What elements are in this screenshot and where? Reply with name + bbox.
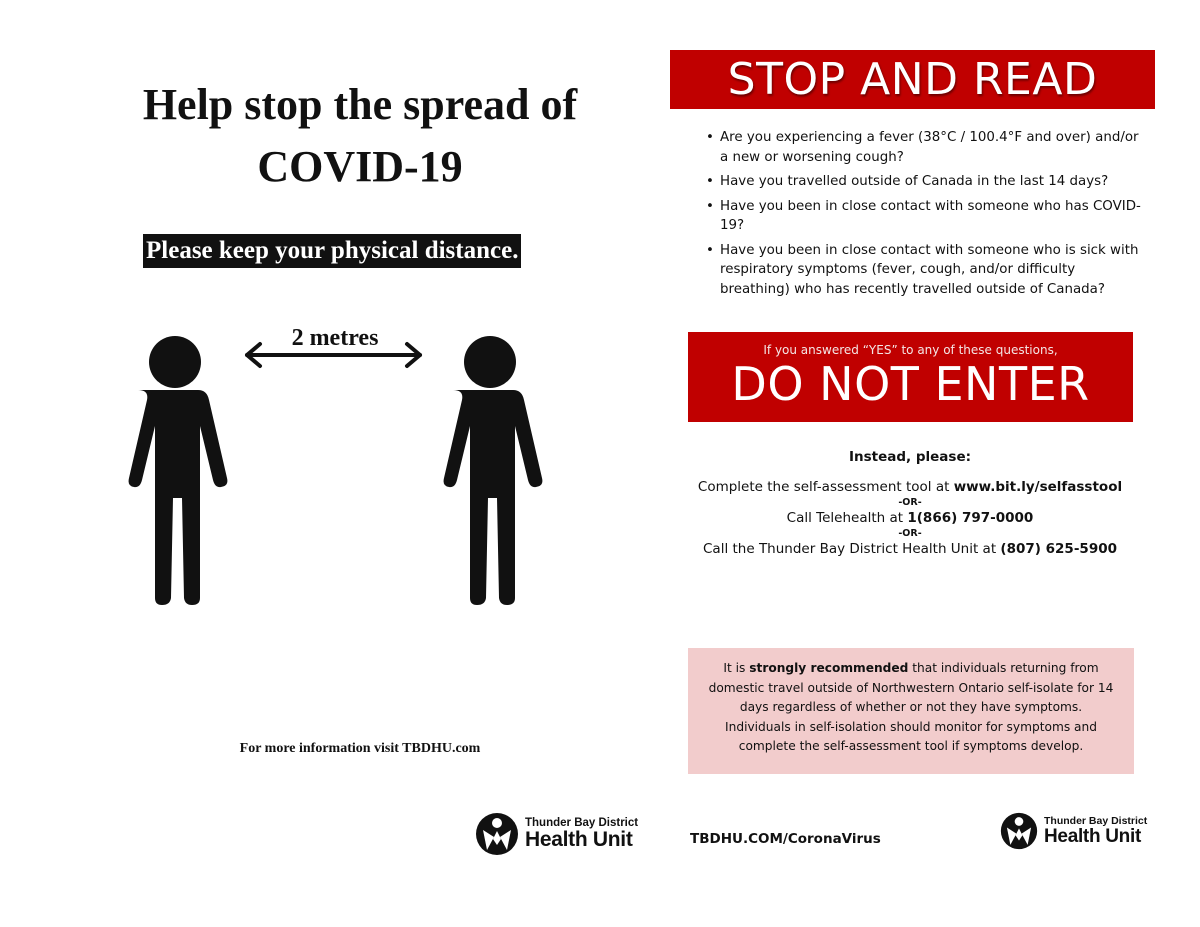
logo-subtitle: Thunder Bay District: [525, 816, 639, 829]
physical-distance-banner: Please keep your physical distance.: [143, 234, 521, 268]
telehealth-phone: 1(866) 797-0000: [907, 510, 1034, 526]
logo-wordmark: [1044, 816, 1147, 846]
stop-and-read-banner: STOP AND READ: [670, 50, 1155, 109]
or-separator: -OR-: [898, 528, 922, 539]
more-info-text: For more information visit TBDHU.com: [239, 741, 481, 756]
option-telehealth: [690, 509, 1130, 528]
distance-illustration: [110, 318, 570, 618]
list-item: [704, 197, 1144, 236]
recommend-text: that individuals returning from domestic travel outside of Northwestern Ontario self-isolate for 14 days regardless of whether or not they have symptoms. Individuals in self-isolation should monitor for symptoms and complete the self-assessment tool if symptoms develop.: [708, 661, 1114, 753]
self-assessment-link[interactable]: www.bit.ly/selfasstool: [953, 479, 1123, 495]
double-arrow-icon: [247, 344, 420, 366]
question-text: Have you been in close contact with someone who has COVID-19?: [720, 198, 1141, 233]
logo-title: Health Unit: [1044, 825, 1141, 847]
person-icon: [444, 336, 543, 605]
health-unit-phone: (807) 625-5900: [1000, 541, 1117, 557]
option-text: Call the Thunder Bay District Health Unit at: [703, 541, 1001, 557]
screening-questions-list: [704, 128, 1144, 304]
logo-subtitle: Thunder Bay District: [1044, 815, 1148, 828]
instead-heading: Instead, please:: [848, 449, 972, 465]
person-icon: [129, 336, 228, 605]
option-self-assessment: [690, 478, 1130, 497]
bullet-icon: •: [706, 174, 714, 189]
health-unit-logo: [1000, 812, 1147, 850]
do-not-enter-banner: [688, 332, 1133, 422]
page-title: [60, 74, 660, 198]
list-item: [704, 241, 1144, 300]
do-not-enter-subtitle: If you answered “YES” to any of these questions,: [763, 343, 1058, 357]
footer-url[interactable]: TBDHU.COM/CoronaVirus: [690, 831, 881, 847]
list-item: [704, 172, 1144, 192]
question-text: Have you travelled outside of Canada in the last 14 days?: [720, 174, 1109, 189]
bullet-icon: •: [706, 130, 714, 145]
logo-wordmark: [525, 818, 638, 851]
recommend-emphasis: strongly recommended: [749, 661, 909, 675]
recommendation-box: [688, 648, 1134, 774]
alternative-options: [690, 478, 1130, 559]
health-unit-logo-icon: [1000, 812, 1038, 850]
title-line-2: COVID-19: [257, 142, 463, 191]
option-health-unit: [690, 540, 1130, 559]
question-text: Are you experiencing a fever (38°C / 100.4°F and over) and/or a new or worsening cough?: [720, 130, 1139, 165]
health-unit-logo: [475, 812, 638, 856]
bullet-icon: •: [706, 242, 714, 258]
distance-label: 2 metres: [291, 325, 379, 351]
do-not-enter-heading: DO NOT ENTER: [731, 357, 1090, 411]
option-text: Complete the self-assessment tool at: [697, 479, 954, 495]
option-text: Call Telehealth at: [786, 510, 908, 526]
recommend-text: It is: [723, 661, 750, 675]
or-separator: -OR-: [898, 497, 922, 508]
question-text: Have you been in close contact with someone who is sick with respiratory symptoms (fever, cough, and/or difficulty breathing) who has recently travelled outside of Canada?: [720, 242, 1139, 297]
bullet-icon: •: [706, 198, 714, 214]
list-item: [704, 128, 1144, 167]
health-unit-logo-icon: [475, 812, 519, 856]
logo-title: Health Unit: [525, 828, 633, 852]
title-line-1: Help stop the spread of: [142, 80, 578, 129]
